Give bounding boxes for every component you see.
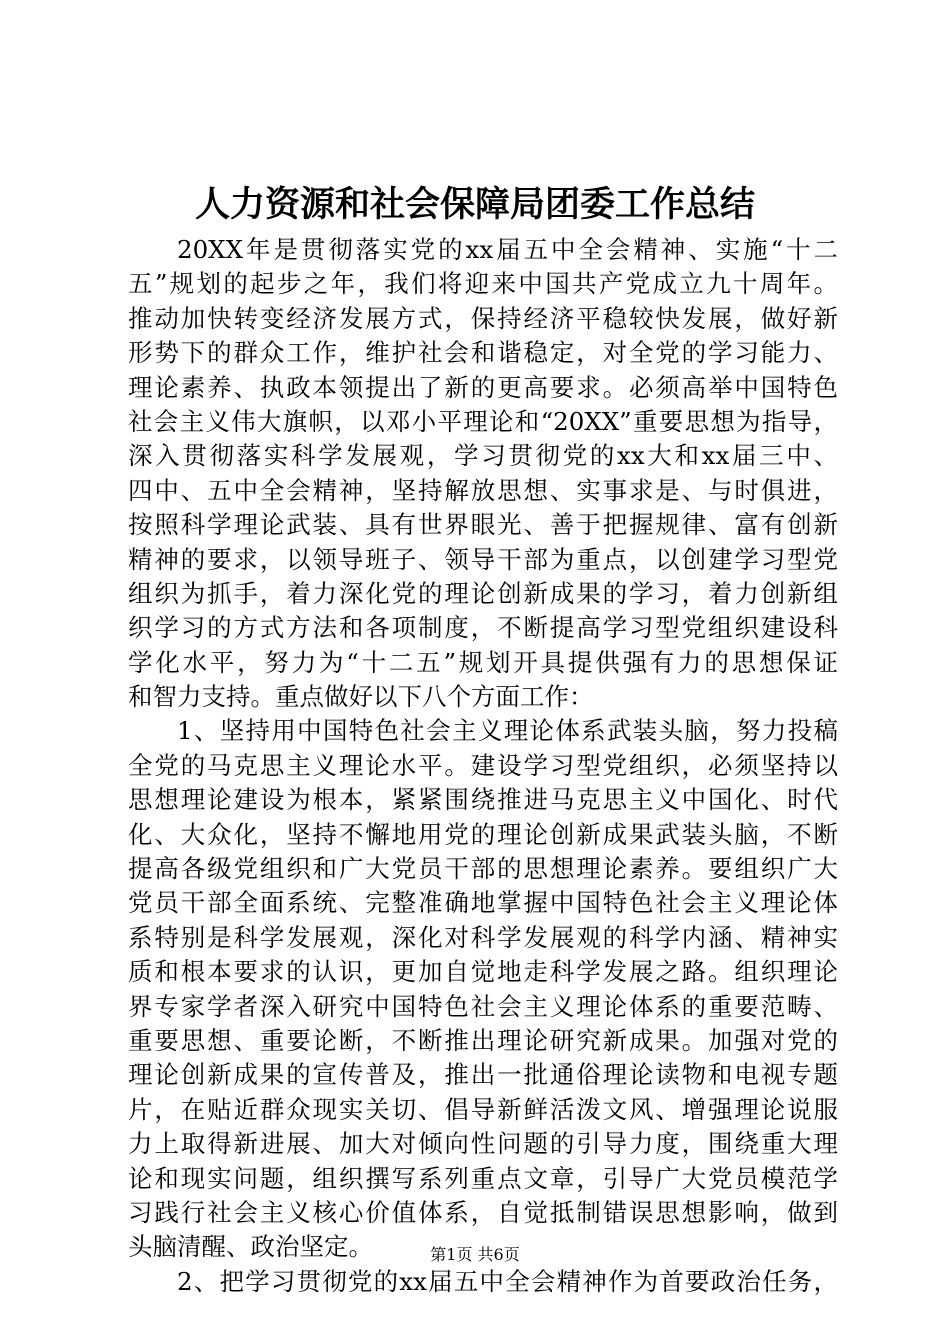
document-title: 人力资源和社会保障局团委工作总结 — [194, 184, 755, 225]
paragraph-line: 深入贯彻落实科学发展观，学习贯彻党的xx大和xx届三中、 — [128, 441, 838, 471]
paragraph-line: 按照科学理论武装、具有世界眼光、善于把握规律、富有创新 — [128, 510, 838, 540]
paragraph-line: 片，在贴近群众现实关切、倡导新鲜活泼文风、增强理论说服 — [128, 1094, 838, 1124]
paragraph-line: 2、把学习贯彻党的xx届五中全会精神作为首要政治任务， — [177, 1266, 838, 1296]
paragraph-line: 提高各级党组织和广大党员干部的思想理论素养。要组织广大 — [128, 854, 838, 884]
paragraph-line: 化、大众化，坚持不懈地用党的理论创新成果武装头脑，不断 — [128, 819, 838, 849]
paragraph-line: 思想理论建设为根本，紧紧围绕推进马克思主义中国化、时代 — [128, 785, 838, 815]
page-footer: 第1页 共6页 — [430, 1245, 520, 1264]
paragraph-line: 学化水平，努力为“十二五”规划开具提供强有力的思想保证 — [128, 647, 838, 677]
paragraph-line: 五”规划的起步之年，我们将迎来中国共产党成立九十周年。 — [128, 269, 838, 299]
paragraph-line: 1、坚持用中国特色社会主义理论体系武装头脑，努力投稿 — [177, 716, 838, 746]
paragraph-line: 系特别是科学发展观，深化对科学发展观的科学内涵、精神实 — [128, 922, 838, 952]
paragraph-line: 精神的要求，以领导班子、领导干部为重点，以创建学习型党 — [128, 544, 838, 574]
document-body — [128, 233, 838, 1299]
paragraph-line: 推动加快转变经济发展方式，保持经济平稳较快发展，做好新 — [128, 303, 838, 333]
paragraph-line: 织学习的方式方法和各项制度，不断提高学习型党组织建设科 — [128, 613, 838, 643]
paragraph-line: 党员干部全面系统、完整准确地掌握中国特色社会主义理论体 — [128, 888, 838, 918]
paragraph-line: 头脑清醒、政治坚定。 — [128, 1232, 373, 1262]
paragraph-line: 力上取得新进展、加大对倾向性问题的引导力度，围绕重大理 — [128, 1129, 838, 1159]
paragraph-line: 20XX年是贯彻落实党的xx届五中全会精神、实施“十二 — [177, 235, 838, 264]
paragraph-line: 理论创新成果的宣传普及，推出一批通俗理论读物和电视专题 — [128, 1060, 838, 1090]
paragraph-line: 四中、五中全会精神，坚持解放思想、实事求是、与时俱进， — [128, 475, 838, 505]
paragraph-line: 论和现实问题，组织撰写系列重点文章，引导广大党员模范学 — [128, 1163, 838, 1193]
paragraph-line: 社会主义伟大旗帜，以邓小平理论和“20XX”重要思想为指导， — [128, 406, 838, 436]
paragraph-line: 重要思想、重要论断，不断推出理论研究新成果。加强对党的 — [128, 1025, 838, 1055]
paragraph-line: 质和根本要求的认识，更加自觉地走科学发展之路。组织理论 — [128, 957, 838, 987]
paragraph-line: 形势下的群众工作，维护社会和谐稳定，对全党的学习能力、 — [128, 338, 838, 368]
paragraph-line: 习践行社会主义核心价值体系，自觉抵制错误思想影响，做到 — [128, 1197, 838, 1227]
paragraph-line: 全党的马克思主义理论水平。建设学习型党组织，必须坚持以 — [128, 750, 838, 780]
paragraph-line: 界专家学者深入研究中国特色社会主义理论体系的重要范畴、 — [128, 991, 838, 1021]
paragraph-line: 理论素养、执政本领提出了新的更高要求。必须高举中国特色 — [128, 372, 838, 402]
paragraph-line: 和智力支持。重点做好以下八个方面工作： — [128, 682, 594, 712]
paragraph-line: 组织为抓手，着力深化党的理论创新成果的学习，着力创新组 — [128, 578, 838, 608]
